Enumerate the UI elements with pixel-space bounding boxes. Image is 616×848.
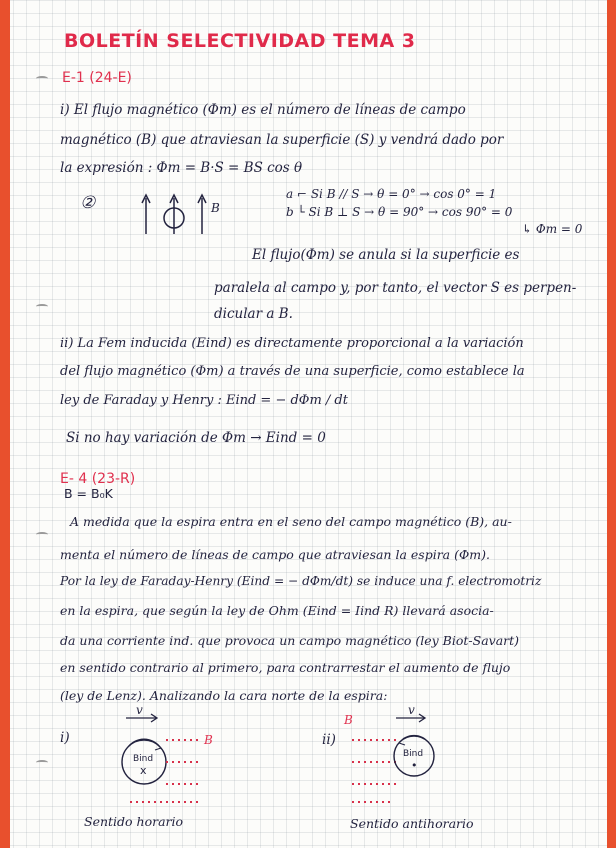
left-margin-strip bbox=[0, 0, 10, 848]
vector-v-label: v bbox=[136, 704, 143, 717]
conclusion-line: El flujo(Φm) se anula si la superficie es bbox=[252, 247, 520, 263]
paragraph-line: da una corriente ind. que provoca un campo magnético (ley Biot-Savart) bbox=[60, 633, 520, 648]
diagram-ii-label: ii) bbox=[322, 732, 336, 748]
diagram-i-label: i) bbox=[60, 730, 70, 746]
vector-b-label: B bbox=[344, 713, 353, 727]
out-of-page-mark: • bbox=[411, 759, 418, 772]
case-b: b └ Si B ⊥ S → θ = 90° → cos 90° = 0 bbox=[286, 205, 513, 219]
circled-number: ② bbox=[80, 193, 96, 213]
svg-text:B: B bbox=[211, 201, 220, 215]
bind-label: Bind bbox=[133, 754, 154, 764]
field-expression: B = B₀K bbox=[64, 486, 113, 501]
paragraph-line: en la espira, que según la ley de Ohm (Eind = Iind R) llevará asocia- bbox=[60, 603, 494, 618]
paragraph-line: A medida que la espira entra en el seno del campo magnético (B), au- bbox=[70, 514, 512, 529]
conclusion-line: paralela al campo y, por tanto, el vector S es perpen- bbox=[214, 280, 577, 296]
part-i-line: magnético (B) que atraviesan la superficie (S) y vendrá dado por bbox=[60, 132, 504, 148]
binder-hole-mark bbox=[36, 304, 48, 309]
paragraph-line: en sentido contrario al primero, para contrarrestar el aumento de flujo bbox=[60, 660, 511, 675]
bind-label: Bind bbox=[403, 749, 424, 759]
conclusion-line: dicular a B. bbox=[214, 306, 293, 322]
page-title: BOLETÍN SELECTIVIDAD TEMA 3 bbox=[64, 30, 416, 52]
part-i-line: i) El flujo magnético (Φm) es el número de líneas de campo bbox=[60, 102, 466, 118]
paragraph-line: (ley de Lenz). Analizando la cara norte de la espira: bbox=[60, 688, 388, 703]
into-page-mark: x bbox=[140, 764, 147, 777]
vector-v-label: v bbox=[408, 704, 415, 717]
case-a: a ⌐ Si B // S → θ = 0° → cos 0° = 1 bbox=[286, 187, 497, 201]
binder-hole-mark bbox=[36, 76, 48, 81]
exercise-2-heading: E- 4 (23-R) bbox=[60, 471, 136, 487]
part-ii-line: ley de Faraday y Henry : Eind = − dΦm / dt bbox=[60, 393, 348, 408]
paragraph-line: menta el número de líneas de campo que atraviesan la espira (Φm). bbox=[60, 547, 490, 562]
diagram-i bbox=[100, 704, 230, 812]
part-ii-line: ii) La Fem inducida (Eind) es directamente proporcional a la variación bbox=[60, 336, 524, 351]
diagram-ii bbox=[338, 704, 468, 812]
exercise-1-heading: E-1 (24-E) bbox=[62, 70, 132, 86]
vector-b-label: B bbox=[204, 733, 213, 747]
part-i-line: la expresión : Φm = B·S = BS cos θ bbox=[60, 160, 303, 176]
caption-i: Sentido horario bbox=[84, 814, 184, 829]
right-margin-strip bbox=[607, 0, 616, 848]
part-ii-line: del flujo magnético (Φm) a través de una superficie, como establece la bbox=[60, 364, 525, 379]
flux-diagram bbox=[138, 190, 228, 240]
caption-ii: Sentido antihorario bbox=[350, 816, 474, 831]
binder-hole-mark bbox=[36, 760, 48, 765]
part-ii-note: Si no hay variación de Φm → Eind = 0 bbox=[66, 430, 326, 446]
case-result: ↳ Φm = 0 bbox=[522, 222, 583, 236]
paragraph-line: Por la ley de Faraday-Henry (Eind = − dΦm/dt) se induce una f. electromotriz bbox=[60, 574, 542, 588]
binder-hole-mark bbox=[36, 532, 48, 537]
